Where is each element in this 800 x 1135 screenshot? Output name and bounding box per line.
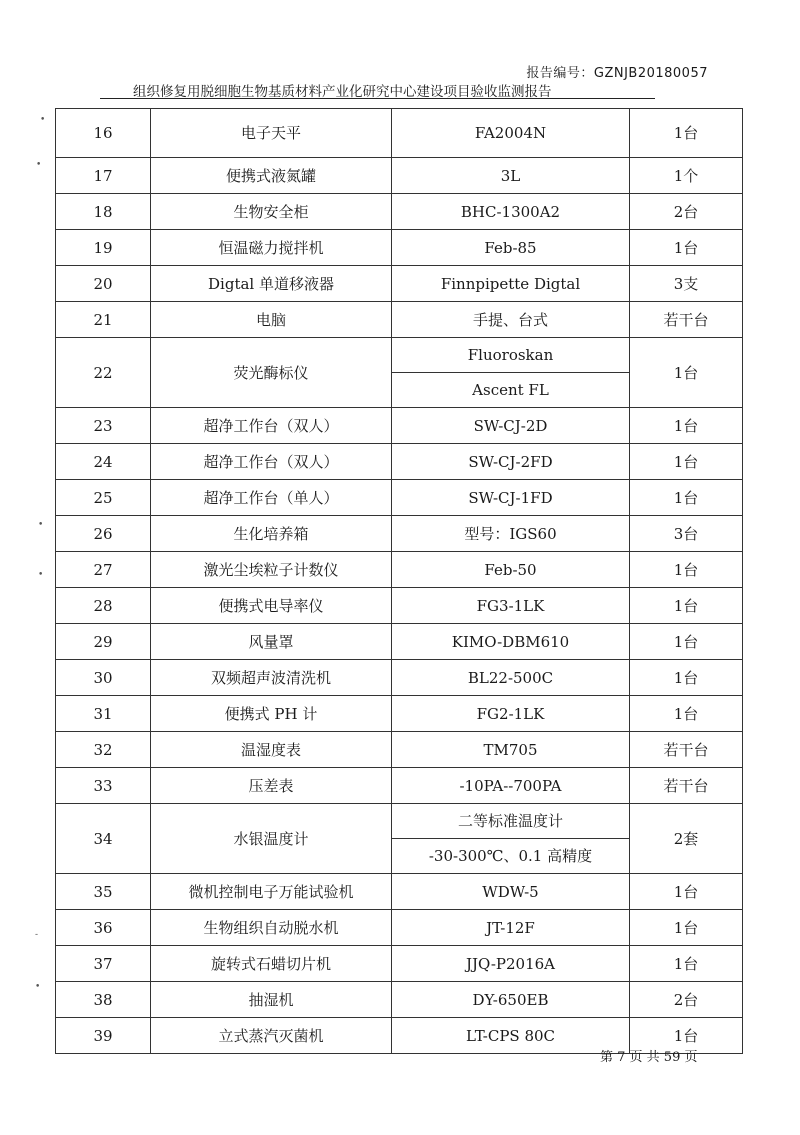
model-cell: Feb-85 [392, 230, 630, 266]
table-row [56, 696, 743, 732]
model-cell: FG3-1LK [392, 588, 630, 624]
model-cell: Feb-50 [392, 552, 630, 588]
model-cell: BL22-500C [392, 660, 630, 696]
equipment-name-cell: 生物组织自动脱水机 [151, 910, 392, 946]
quantity-cell: 1台 [630, 946, 743, 982]
table-row [56, 946, 743, 982]
table-row [56, 302, 743, 338]
row-number-cell: 30 [56, 660, 151, 696]
equipment-name-cell: 压差表 [151, 768, 392, 804]
quantity-cell: 若干台 [630, 768, 743, 804]
equipment-table [55, 108, 743, 1054]
table-row [56, 874, 743, 910]
model-cell: BHC-1300A2 [392, 194, 630, 230]
row-number-cell: 17 [56, 158, 151, 194]
row-number-cell: 38 [56, 982, 151, 1018]
equipment-name-cell: 旋转式石蜡切片机 [151, 946, 392, 982]
scan-mark: • [38, 570, 44, 580]
equipment-name-cell: 电子天平 [151, 109, 392, 158]
equipment-name-cell: 便携式液氮罐 [151, 158, 392, 194]
model-cell: FA2004N [392, 109, 630, 158]
quantity-cell: 1个 [630, 158, 743, 194]
table-row [56, 624, 743, 660]
row-number-cell: 18 [56, 194, 151, 230]
model-cell: DY-650EB [392, 982, 630, 1018]
row-number-cell: 31 [56, 696, 151, 732]
model-cell: Fluoroskan [392, 338, 630, 373]
row-number-cell: 25 [56, 480, 151, 516]
row-number-cell: 22 [56, 338, 151, 408]
quantity-cell: 1台 [630, 408, 743, 444]
model-cell: TM705 [392, 732, 630, 768]
model-cell: SW-CJ-1FD [392, 480, 630, 516]
quantity-cell: 1台 [630, 552, 743, 588]
model-cell: Ascent FL [392, 373, 630, 408]
model-cell: FG2-1LK [392, 696, 630, 732]
model-cell: LT-CPS 80C [392, 1018, 630, 1054]
row-number-cell: 35 [56, 874, 151, 910]
quantity-cell: 1台 [630, 588, 743, 624]
equipment-name-cell: 风量罩 [151, 624, 392, 660]
equipment-name-cell: 超净工作台（单人） [151, 480, 392, 516]
model-cell: 3L [392, 158, 630, 194]
row-number-cell: 21 [56, 302, 151, 338]
model-cell: JT-12F [392, 910, 630, 946]
quantity-cell: 1台 [630, 874, 743, 910]
model-cell: SW-CJ-2D [392, 408, 630, 444]
quantity-cell: 1台 [630, 109, 743, 158]
scan-mark: • [36, 160, 42, 170]
model-cell: -10PA--700PA [392, 768, 630, 804]
quantity-cell: 若干台 [630, 302, 743, 338]
table-row [56, 338, 743, 373]
row-number-cell: 23 [56, 408, 151, 444]
row-number-cell: 36 [56, 910, 151, 946]
equipment-name-cell: 便携式 PH 计 [151, 696, 392, 732]
quantity-cell: 1台 [630, 1018, 743, 1054]
table-row [56, 230, 743, 266]
row-number-cell: 37 [56, 946, 151, 982]
row-number-cell: 28 [56, 588, 151, 624]
quantity-cell: 3支 [630, 266, 743, 302]
table-row [56, 804, 743, 839]
table-row [56, 109, 743, 158]
scan-mark: - [35, 930, 39, 940]
table-row [56, 408, 743, 444]
quantity-cell: 1台 [630, 624, 743, 660]
table-row [56, 768, 743, 804]
equipment-name-cell: 荧光酶标仪 [151, 338, 392, 408]
quantity-cell: 1台 [630, 480, 743, 516]
quantity-cell: 若干台 [630, 732, 743, 768]
equipment-name-cell: 水银温度计 [151, 804, 392, 874]
quantity-cell: 2台 [630, 194, 743, 230]
row-number-cell: 39 [56, 1018, 151, 1054]
equipment-name-cell: 生化培养箱 [151, 516, 392, 552]
model-cell: 型号：IGS60 [392, 516, 630, 552]
equipment-name-cell: 双频超声波清洗机 [151, 660, 392, 696]
equipment-name-cell: 便携式电导率仪 [151, 588, 392, 624]
model-cell: Finnpipette Digtal [392, 266, 630, 302]
equipment-name-cell: Digtal 单道移液器 [151, 266, 392, 302]
table-row [56, 516, 743, 552]
row-number-cell: 34 [56, 804, 151, 874]
quantity-cell: 3台 [630, 516, 743, 552]
row-number-cell: 26 [56, 516, 151, 552]
table-row [56, 158, 743, 194]
equipment-name-cell: 恒温磁力搅拌机 [151, 230, 392, 266]
equipment-name-cell: 电脑 [151, 302, 392, 338]
page-number: 第 7 页 共 59 页 [600, 1050, 698, 1065]
model-cell: 手提、台式 [392, 302, 630, 338]
model-cell: SW-CJ-2FD [392, 444, 630, 480]
table-row [56, 552, 743, 588]
table-row [56, 266, 743, 302]
row-number-cell: 20 [56, 266, 151, 302]
model-cell: KIMO-DBM610 [392, 624, 630, 660]
row-number-cell: 29 [56, 624, 151, 660]
equipment-name-cell: 温湿度表 [151, 732, 392, 768]
table-row [56, 732, 743, 768]
row-number-cell: 32 [56, 732, 151, 768]
title-rule [100, 98, 655, 99]
quantity-cell: 1台 [630, 696, 743, 732]
table-row [56, 444, 743, 480]
equipment-name-cell: 抽湿机 [151, 982, 392, 1018]
equipment-name-cell: 立式蒸汽灭菌机 [151, 1018, 392, 1054]
scan-mark: • [40, 115, 46, 125]
table-row [56, 480, 743, 516]
quantity-cell: 1台 [630, 444, 743, 480]
model-cell: WDW-5 [392, 874, 630, 910]
equipment-name-cell: 超净工作台（双人） [151, 444, 392, 480]
row-number-cell: 24 [56, 444, 151, 480]
quantity-cell: 1台 [630, 910, 743, 946]
table-row [56, 588, 743, 624]
table-row [56, 660, 743, 696]
quantity-cell: 2台 [630, 982, 743, 1018]
scan-mark: • [38, 520, 44, 530]
document-title: 组织修复用脱细胞生物基质材料产业化研究中心建设项目验收监测报告 [133, 84, 552, 100]
equipment-name-cell: 超净工作台（双人） [151, 408, 392, 444]
quantity-cell: 1台 [630, 660, 743, 696]
equipment-name-cell: 生物安全柜 [151, 194, 392, 230]
model-cell: -30-300℃、0.1 高精度 [392, 839, 630, 874]
equipment-name-cell: 微机控制电子万能试验机 [151, 874, 392, 910]
quantity-cell: 1台 [630, 338, 743, 408]
table-row [56, 982, 743, 1018]
row-number-cell: 33 [56, 768, 151, 804]
row-number-cell: 19 [56, 230, 151, 266]
row-number-cell: 16 [56, 109, 151, 158]
table-row [56, 194, 743, 230]
report-number: 报告编号：GZNJB20180057 [526, 66, 708, 81]
model-cell: JJQ-P2016A [392, 946, 630, 982]
table-row [56, 910, 743, 946]
equipment-name-cell: 激光尘埃粒子计数仪 [151, 552, 392, 588]
quantity-cell: 1台 [630, 230, 743, 266]
quantity-cell: 2套 [630, 804, 743, 874]
scan-mark: • [35, 982, 41, 992]
model-cell: 二等标准温度计 [392, 804, 630, 839]
row-number-cell: 27 [56, 552, 151, 588]
